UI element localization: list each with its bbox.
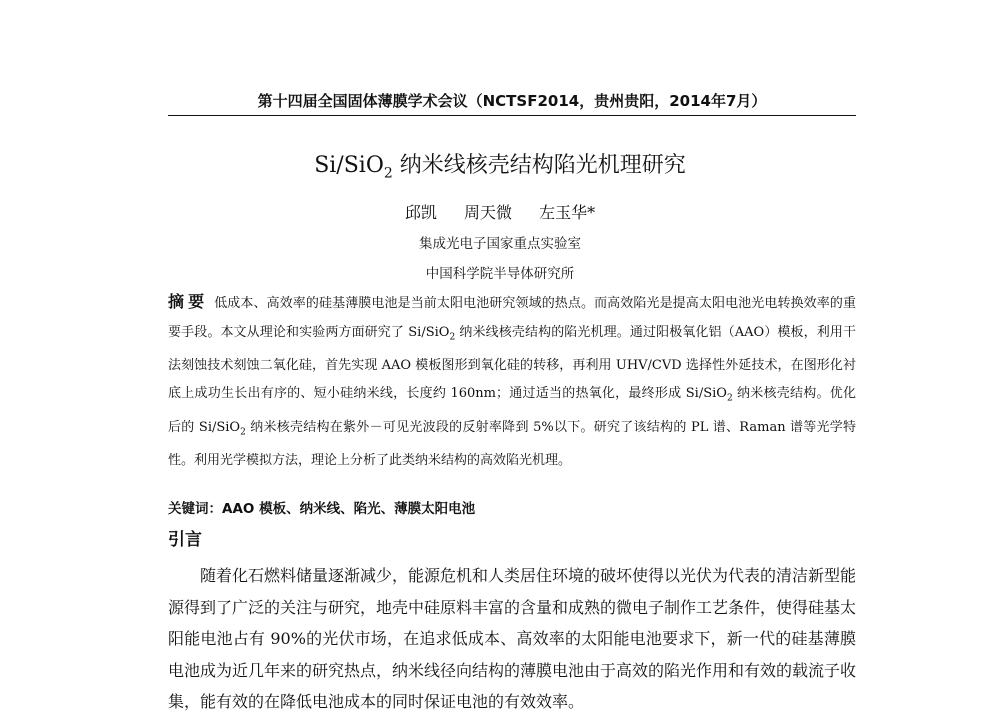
- paper-title: [0, 148, 1000, 181]
- keywords-line: 关键词：AAO 模板、纳米线、陷光、薄膜太阳电池: [168, 501, 476, 517]
- abstract-text-4: 纳米核壳结构在紫外－可见光波段的反射率降到 5%以下。研究了该结构的 PL 谱、Raman 谱等光学特性。利用光学模拟方法，理论上分析了此类纳米结构的高效陷光机理。: [168, 419, 856, 468]
- title-formula: Si/SiO: [314, 153, 384, 178]
- intro-paragraph: 随着化石燃料储量逐渐减少，能源危机和人类居住环境的破坏使得以光伏为代表的清洁新型能源得到了广泛的关注与研究，地壳中硅原料丰富的含量和成熟的微电子制作工艺条件，使得硅基太阳能电池占有 90%的光伏市场，在追求低成本、高效率的太阳能电池要求下，新一代的硅基薄膜电池成为近几年来的研究热点，纳米线径向结构的薄膜电池由于高效的陷光作用和有效的载流子收集，能有效的在降低电池成本的同时保证电池的有效效率。: [168, 566, 857, 711]
- affiliation-institute: 中国科学院半导体研究所: [425, 266, 575, 282]
- affiliation-lab: 集成光电子国家重点实验室: [419, 236, 581, 252]
- author-list: 邱凯 周天微 左玉华*: [404, 203, 596, 222]
- abstract-text-1: 低成本、高效率的硅基薄膜电池是当前太阳电池研究领域的热点。而高效陷光是提高太阳电池光电转换效率的重要手段。本文从理论和实验两方面研究了 Si/SiO: [168, 296, 856, 340]
- title-subscript: 2: [383, 165, 393, 182]
- abstract-subscript-1: 2: [449, 332, 456, 343]
- abstract-text-3: 纳米核壳结构。优化后的 Si/SiO: [168, 386, 856, 435]
- abstract-block: [168, 288, 856, 475]
- section-heading-intro: 引言: [168, 530, 202, 550]
- abstract-subscript-2: 2: [726, 393, 733, 404]
- abstract-text-2: 纳米线核壳结构的陷光机理。通过阳极氧化铝（AAO）模板，利用干法刻蚀技术刻蚀二氧化硅，首先实现 AAO 模板图形到氧化硅的转移，再利用 UHV/CVD 选择性外延技术，在图形化衬底上成功生长出有序的、短小硅纳米线，长度约 160nm；通过适当的热氧化，最终形成 Si/SiO: [168, 324, 856, 402]
- abstract-label: 摘要: [168, 292, 209, 311]
- title-text: 纳米线核壳结构陷光机理研究: [392, 153, 686, 178]
- conference-header: 第十四届全国固体薄膜学术会议（NCTSF2014，贵州贵阳，2014年7月）: [168, 90, 856, 116]
- abstract-subscript-3: 2: [240, 427, 246, 438]
